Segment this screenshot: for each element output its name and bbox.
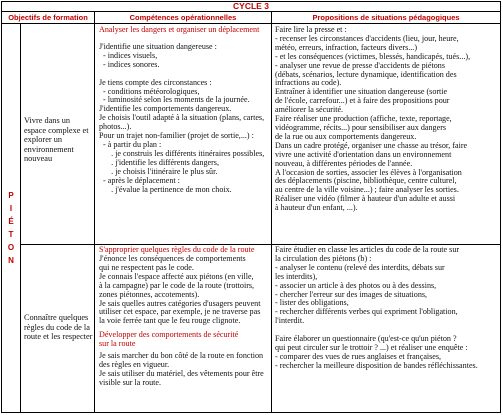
competence-title-2b-line2: sur la route xyxy=(99,339,136,348)
text-line: - rechercher différents verbes qui expriment l'obligation, xyxy=(275,307,458,317)
text-line: Je choisis l'outil adapté à la situation (plans, cartes, xyxy=(99,113,265,123)
text-line: Réaliser une vidéo (filmer à hauteur d'un adulte et aussi xyxy=(275,194,456,204)
text-line: . je construis les différents itinéraires possibles, xyxy=(99,148,265,158)
text-line: Faire lire la presse et : xyxy=(275,25,347,34)
text-line: Faire réaliser une production (affiche, texte, reportage, xyxy=(275,114,452,124)
text-line: - chercher l'erreur sur des images de situations, xyxy=(275,289,428,299)
pedagogy-table xyxy=(1,1,501,413)
text-line: A l'occasion de sorties, associer les élèves à l'organisation xyxy=(275,167,462,177)
text-line: - indices visuels, xyxy=(99,50,158,60)
header-competences: Compétences opérationnelles xyxy=(129,13,237,22)
text-line: vidéogramme, récits...) pour sensibiliser aux dangers xyxy=(275,122,447,132)
text-line: . j'identifie les différents dangers, xyxy=(99,157,219,167)
propositions-list-2 xyxy=(275,246,478,371)
text-line: à la campagne) par le code de la route (trottoirs, xyxy=(99,280,255,290)
objective-1: Vivre dans un espace complexe et explorer un environnement nouveau xyxy=(24,116,89,164)
competence-title-1: Analyser les dangers et organiser un déplacement xyxy=(99,25,260,34)
header-propositions: Propositions de situations pédagogiques xyxy=(312,13,460,22)
text-line: au centre de la ville voisine...) ; faire analyser les sorties. xyxy=(275,185,459,195)
competences-list-2b xyxy=(99,352,264,388)
text-line: J'identifie une situation dangereuse : xyxy=(99,42,217,51)
text-line: Je sais quelles autres catégories d'usagers peuvent xyxy=(99,298,261,308)
text-line: Entraîner à identifier une situation dangereuse (sortie xyxy=(275,87,448,97)
divider-side xyxy=(20,24,21,412)
side-label-pieton: P I É T O N xyxy=(7,191,15,265)
text-line: - à partir du plan : xyxy=(99,139,162,149)
competence-title-2: S'approprier quelques règles du code de la route xyxy=(99,245,255,254)
competence-title-2b: Développer des comportements de sécurité xyxy=(99,330,239,339)
text-line: - recenser les circonstances d'accidents (lieu, jour, heure, xyxy=(275,33,459,43)
text-line: - analyser une revue de presse d'accidents de piétons xyxy=(275,60,446,70)
text-line: améliorer la sécurité. xyxy=(275,105,344,115)
text-line: zones piétonnes, accotements). xyxy=(99,289,200,299)
text-line: l'interdit. xyxy=(275,316,305,326)
text-line: - rechercher la meilleure disposition de bandes réfléchissantes. xyxy=(275,360,478,370)
propositions-list-1 xyxy=(275,26,470,213)
text-line: utiliser cet espace, par exemple, je ne traverse pas xyxy=(99,307,261,317)
text-line: de l'école, carrefour...) et à faire des propositions pour xyxy=(275,96,450,106)
text-line: (débats, scénarios, lecture dynamique, identification des xyxy=(275,69,457,79)
text-line: J'énonce les conséquences de comportements xyxy=(99,254,246,263)
header-objectifs: Objectifs de formation xyxy=(8,13,88,22)
text-line: J'identifie les comportements dangereux. xyxy=(99,104,232,114)
competences-list-2a xyxy=(99,255,260,326)
text-line: de la rue ou aux comportements dangereux. xyxy=(275,131,417,141)
text-line: . j'évalue la pertinence de mon choix. xyxy=(99,184,232,194)
text-line: - et les conséquences (victimes, blessés, handicapés, tués...), xyxy=(275,51,471,61)
text-line: à hauteur d'un enfant, ...). xyxy=(275,203,358,213)
divider-col2 xyxy=(271,12,272,412)
text-line: des règles en vigueur. xyxy=(99,359,170,369)
text-line: Je tiens compte des circonstances : xyxy=(99,77,212,87)
text-line: des déplacements (piscine, bibliothèque, centre culturel, xyxy=(275,176,457,186)
text-line: - lister des obligations, xyxy=(275,298,349,308)
text-line: Je sais marcher du bon côté de la route en fonction xyxy=(99,351,264,360)
text-line: - comparer des vues de rues anglaises et françaises, xyxy=(275,351,442,361)
text-line: Pour un trajet non-familier (projet de sortie,...) : xyxy=(99,131,254,141)
text-line: - indices sonores. xyxy=(99,59,160,69)
text-line: Dans un cadre protégé, organiser une chasse au trésor, faire xyxy=(275,140,468,150)
text-line: Faire élaborer un questionnaire (qu'est-ce qu'un piéton ? xyxy=(275,334,457,344)
header-row xyxy=(2,12,500,24)
text-line: les interdits), xyxy=(275,271,318,281)
objective-2: Connaître quelques règles du code de la route et les respecter xyxy=(24,313,93,342)
text-line: - associer un article à des photos ou à des dessins, xyxy=(275,280,437,290)
text-line: qui ne respectent pas le code. xyxy=(99,262,194,272)
text-line: visible sur la route. xyxy=(99,377,162,387)
text-line: . je choisis l'itinéraire le plus sûr. xyxy=(99,166,218,176)
text-line: Je connais l'espace affecté aux piétons (en ville, xyxy=(99,271,254,281)
text-line: Je sais utiliser du matériel, des vêtements pour être xyxy=(99,368,264,378)
cycle-title: CYCLE 3 xyxy=(2,2,500,12)
text-line: - luminosité selon les moments de la journée. xyxy=(99,95,250,105)
text-line: qui peut circuler sur le trottoir ? ...) et réaliser une enquête : xyxy=(275,342,468,352)
text-line: la voie ferrée tant que le feu rouge clignote. xyxy=(99,316,241,326)
text-line: photos...). xyxy=(99,122,132,132)
text-line: nouveau, à différentes périodes de l'année. xyxy=(275,158,413,168)
text-line: vivre une activité d'orientation dans un environnement xyxy=(275,149,452,159)
text-line: météo, erreurs, infraction, facteurs divers...) xyxy=(275,42,418,52)
text-line: la circulation des piétons (b) : xyxy=(275,253,372,263)
divider-col1 xyxy=(94,12,95,412)
text-line: - après le déplacement : xyxy=(99,175,180,185)
text-line: Faire étudier en classe les articles du code de la route sur xyxy=(275,245,460,254)
competences-list-1 xyxy=(99,43,264,194)
text-line: - conditions météorologiques, xyxy=(99,86,200,96)
text-line: infractions au code). xyxy=(275,78,342,88)
text-line: - analyser le contenu (relevé des interdits, débats sur xyxy=(275,262,445,272)
